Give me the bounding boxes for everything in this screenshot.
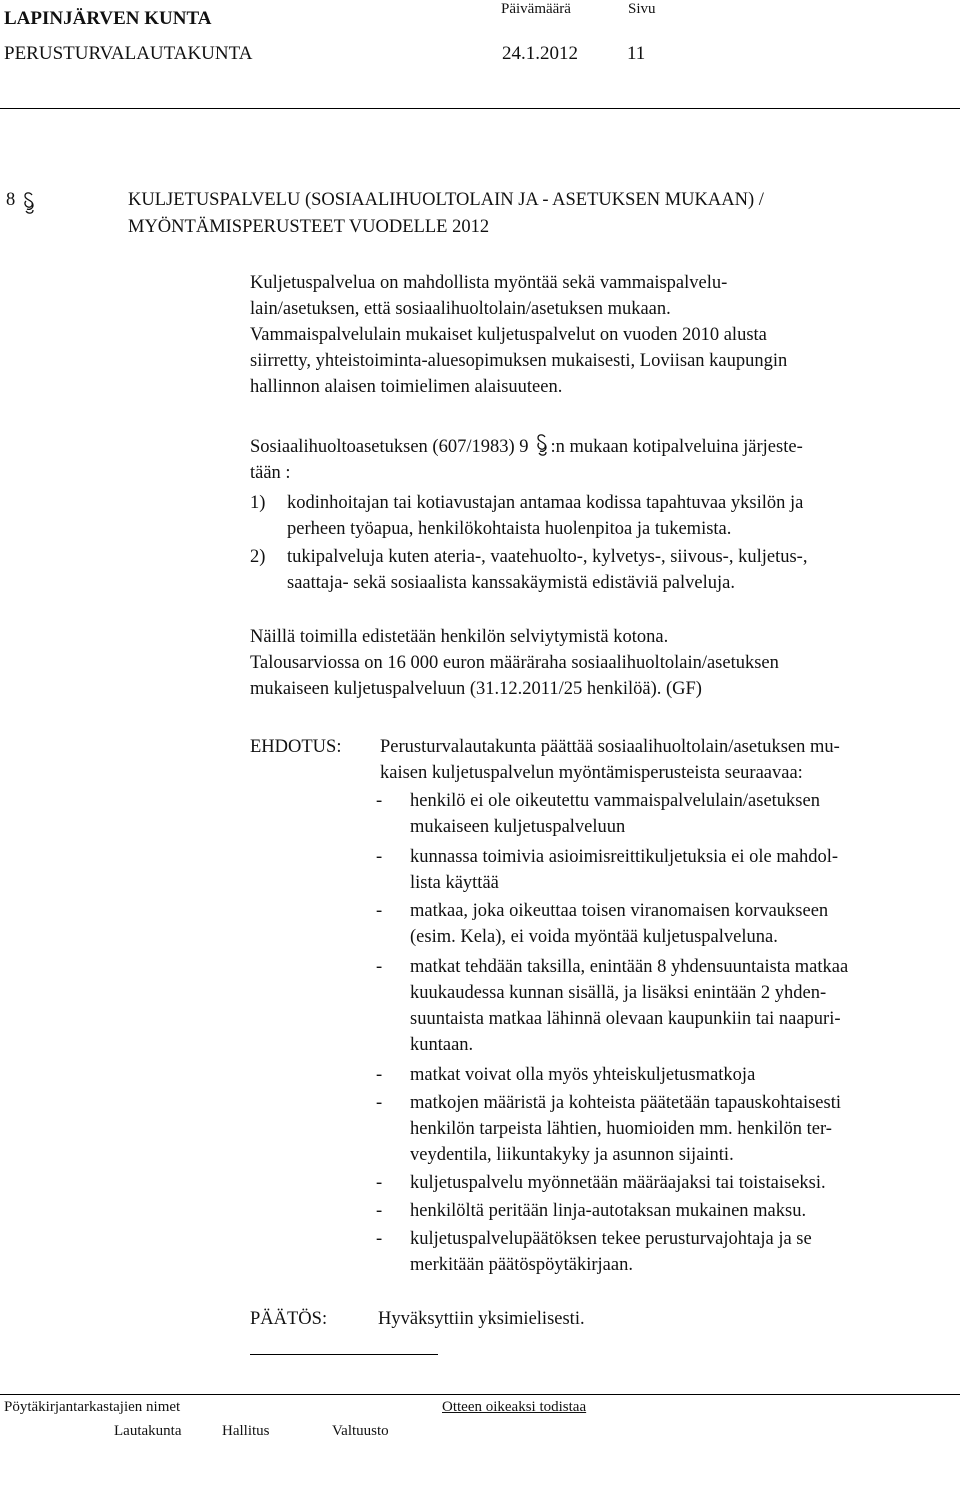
list-item-line: saattaja- sekä sosiaalista kanssakäymistä edistäviä palveluja. <box>287 573 735 593</box>
bullet-dash: - <box>376 1229 383 1249</box>
bullet-line: kunnassa toimivia asioimisreittikuljetuksia ei ole mahdol- <box>410 847 838 867</box>
footer-rule <box>0 1394 960 1395</box>
page-label: Sivu <box>628 1 656 17</box>
list-number: 1) <box>250 493 266 513</box>
para1-line: Vammaispalvelulain mukaiset kuljetuspalvelut on vuoden 2010 alusta <box>250 325 767 345</box>
bullet-line: matkat voivat olla myös yhteiskuljetusmatkoja <box>410 1065 756 1085</box>
footer-col-hallitus: Hallitus <box>222 1423 270 1439</box>
bullet-line: mukaiseen kuljetuspalveluun <box>410 817 626 837</box>
bullet-dash: - <box>376 1201 383 1221</box>
para2-intro-a: Sosiaalihuoltoasetuksen (607/1983) 9 <box>250 437 529 457</box>
header-rule <box>0 108 960 109</box>
bullet-line: kuljetuspalvelupäätöksen tekee perusturvajohtaja ja se <box>410 1229 812 1249</box>
bullet-line: merkitään päätöspöytäkirjaan. <box>410 1255 633 1275</box>
para1-line: siirretty, yhteistoiminta-aluesopimuksen mukaisesti, Loviisan kaupungin <box>250 351 788 371</box>
bullet-line: matkaa, joka oikeuttaa toisen viranomaisen korvaukseen <box>410 901 829 921</box>
footer-col-lautakunta: Lautakunta <box>114 1423 182 1439</box>
para1-line: lain/asetuksen, että sosiaalihuoltolain/asetuksen mukaan. <box>250 299 671 319</box>
footer-checkers-label: Pöytäkirjantarkastajien nimet <box>4 1399 181 1415</box>
bullet-line: matkat tehdään taksilla, enintään 8 yhdensuuntaista matkaa <box>410 957 849 977</box>
bullet-dash: - <box>376 1065 383 1085</box>
signature-line <box>250 1354 438 1355</box>
board-name: PERUSTURVALAUTAKUNTA <box>4 43 253 64</box>
decision-text: Hyväksyttiin yksimielisesti. <box>378 1309 585 1329</box>
bullet-line: matkojen määristä ja kohteista päätetään tapauskohtaisesti <box>410 1093 842 1113</box>
bullet-line: kuntaan. <box>410 1035 474 1055</box>
bullet-line: veydentila, liikuntakyky ja asunnon sijainti. <box>410 1145 734 1165</box>
para2-intro-b: :n mukaan kotipalveluina järjeste- <box>550 437 803 457</box>
section-sign-icon <box>22 192 36 214</box>
bullet-line: kuljetuspalvelu myönnetään määräajaksi tai toistaiseksi. <box>410 1173 826 1193</box>
proposal-label: EHDOTUS: <box>250 737 342 757</box>
proposal-intro-line: kaisen kuljetuspalvelun myöntämisperusteista seuraavaa: <box>380 763 803 783</box>
bullet-dash: - <box>376 1093 383 1113</box>
list-item-line: tukipalveluja kuten ateria-, vaatehuolto-, kylvetys-, siivous-, kuljetus-, <box>287 547 808 567</box>
para1-line: Kuljetuspalvelua on mahdollista myöntää sekä vammaispalvelu- <box>250 273 728 293</box>
bullet-dash: - <box>376 1173 383 1193</box>
para3-line: Talousarviossa on 16 000 euron määräraha sosiaalihuoltolain/asetuksen <box>250 653 779 673</box>
proposal-intro-line: Perusturvalautakunta päättää sosiaalihuoltolain/asetuksen mu- <box>380 737 840 757</box>
decision-label: PÄÄTÖS: <box>250 1309 328 1329</box>
page-number: 11 <box>627 43 646 64</box>
bullet-dash: - <box>376 901 383 921</box>
bullet-line: lista käyttää <box>410 873 499 893</box>
list-item-line: kodinhoitajan tai kotiavustajan antamaa kodissa tapahtuvaa yksilön ja <box>287 493 804 513</box>
bullet-line: henkilön tarpeista lähtien, huomioiden mm. henkilön ter- <box>410 1119 832 1139</box>
footer-col-valtuusto: Valtuusto <box>332 1423 389 1439</box>
para1-line: hallinnon alaisen toimielimen alaisuuteen. <box>250 377 563 397</box>
bullet-dash: - <box>376 791 383 811</box>
bullet-line: suuntaista matkaa lähinnä olevaan kaupunkiin tai naapuri- <box>410 1009 841 1029</box>
para3-line: mukaiseen kuljetuspalveluun (31.12.2011/25 henkilöä). (GF) <box>250 679 702 699</box>
bullet-line: henkilöltä peritään linja-autotaksan mukainen maksu. <box>410 1201 807 1221</box>
section-title-line1: KULJETUSPALVELU (SOSIAALIHUOLTOLAIN JA - ASETUKSEN MUKAAN) / <box>128 190 764 210</box>
section-title-line2: MYÖNTÄMISPERUSTEET VUODELLE 2012 <box>128 217 490 237</box>
para3-line: Näillä toimilla edistetään henkilön selviytymistä kotona. <box>250 627 669 647</box>
para2-intro-line2: tään : <box>250 463 291 483</box>
bullet-line: (esim. Kela), ei voida myöntää kuljetuspalveluna. <box>410 927 778 947</box>
section-number: 8 <box>6 190 16 210</box>
list-number: 2) <box>250 547 266 567</box>
meeting-date: 24.1.2012 <box>502 43 578 64</box>
org-name: LAPINJÄRVEN KUNTA <box>4 8 212 29</box>
bullet-dash: - <box>376 957 383 977</box>
bullet-dash: - <box>376 847 383 867</box>
bullet-line: henkilö ei ole oikeutettu vammaispalvelulain/asetuksen <box>410 791 820 811</box>
date-label: Päivämäärä <box>501 1 571 17</box>
list-item-line: perheen työapua, henkilökohtaista huolenpitoa ja tukemista. <box>287 519 732 539</box>
footer-certified-label: Otteen oikeaksi todistaa <box>442 1399 587 1415</box>
section-sign-icon <box>535 434 549 456</box>
bullet-line: kuukaudessa kunnan sisällä, ja lisäksi enintään 2 yhden- <box>410 983 827 1003</box>
para2-intro <box>250 434 803 461</box>
